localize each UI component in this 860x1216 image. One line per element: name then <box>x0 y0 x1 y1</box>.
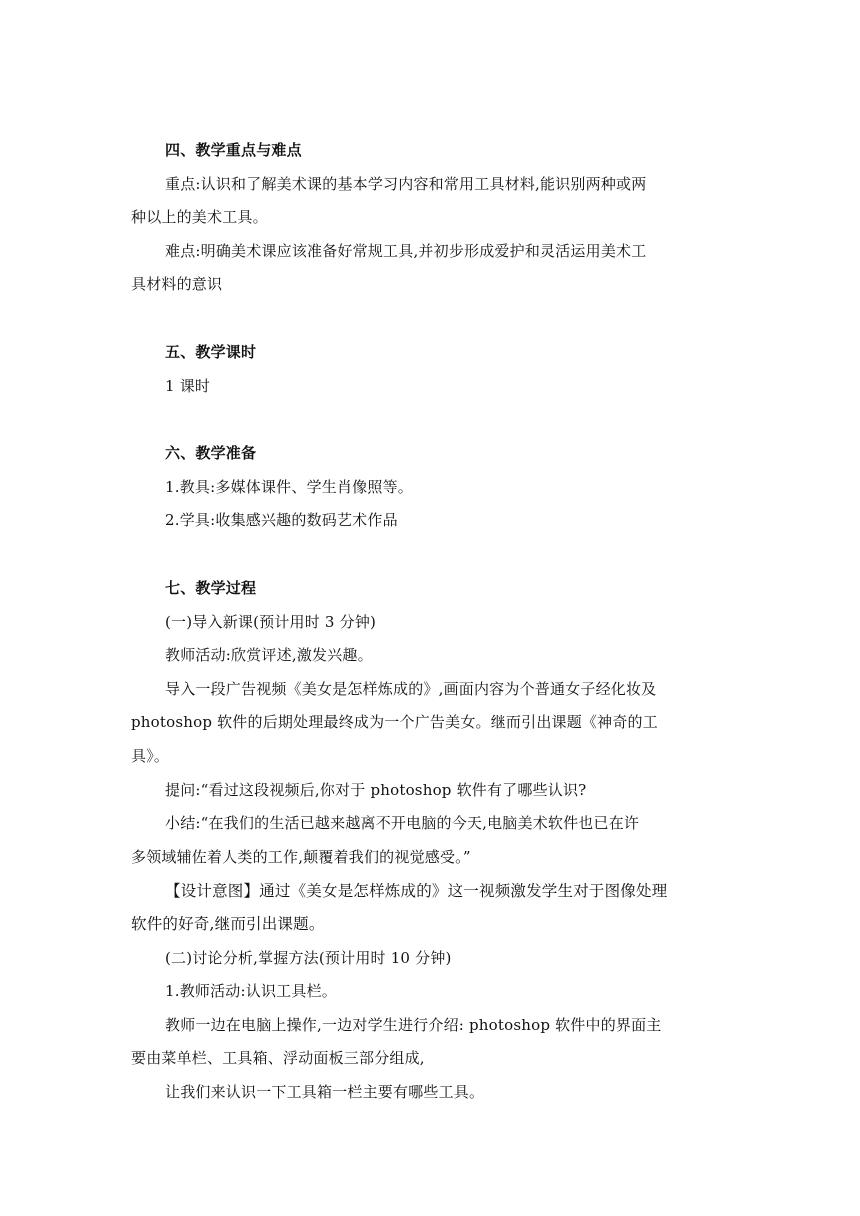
heading-section-7: 七、教学过程 <box>165 579 257 597</box>
summary-line-1: 小结:“在我们的生活已越来越离不开电脑的今天,电脑美术软件也已在许 <box>165 814 640 832</box>
key-point-line-1: 重点:认识和了解美术课的基本学习内容和常用工具材料,能识别两种或两 <box>165 175 647 193</box>
step1-desc-line-3: 让我们来认识一下工具箱一栏主要有哪些工具。 <box>165 1083 485 1101</box>
intro-line-3: 具》。 <box>131 747 170 765</box>
teacher-activity: 教师活动:欣赏评述,激发兴趣。 <box>165 646 373 664</box>
intro-line-2: photoshop 软件的后期处理最终成为一个广告美女。继而引出课题《神奇的工 <box>131 713 658 731</box>
design-intent-line-2: 软件的好奇,继而引出课题。 <box>131 915 325 933</box>
summary-line-2: 多领域辅佐着人类的工作,颠覆着我们的视觉感受。” <box>131 848 471 866</box>
heading-section-4: 四、教学重点与难点 <box>165 141 302 159</box>
difficulty-line-1: 难点:明确美术课应该准备好常规工具,并初步形成爱护和灵活运用美术工 <box>165 242 647 260</box>
class-hours-text: 1 课时 <box>165 377 211 395</box>
key-point-line-2: 种以上的美术工具。 <box>131 208 268 226</box>
step1-title: 1.教师活动:认识工具栏。 <box>165 982 337 1000</box>
heading-section-5: 五、教学课时 <box>165 343 257 361</box>
prep-item-2: 2.学具:收集感兴趣的数码艺术作品 <box>165 511 398 529</box>
part2-title: (二)讨论分析,掌握方法(预计用时 10 分钟) <box>165 949 452 967</box>
difficulty-line-2: 具材料的意识 <box>131 275 223 293</box>
step1-desc-line-1: 教师一边在电脑上操作,一边对学生进行介绍: photoshop 软件中的界面主 <box>165 1016 662 1034</box>
question-line: 提问:“看过这段视频后,你对于 photoshop 软件有了哪些认识? <box>165 781 587 799</box>
part1-title: (一)导入新课(预计用时 3 分钟) <box>165 613 377 631</box>
intro-line-1: 导入一段广告视频《美女是怎样炼成的》,画面内容为个普通女子经化妆及 <box>165 680 657 698</box>
step1-desc-line-2: 要由菜单栏、工具箱、浮动面板三部分组成, <box>131 1049 425 1067</box>
heading-section-6: 六、教学准备 <box>165 444 257 462</box>
prep-item-1: 1.教具:多媒体课件、学生肖像照等。 <box>165 478 413 496</box>
design-intent-line-1: 【设计意图】通过《美女是怎样炼成的》这一视频激发学生对于图像处理 <box>165 882 668 900</box>
